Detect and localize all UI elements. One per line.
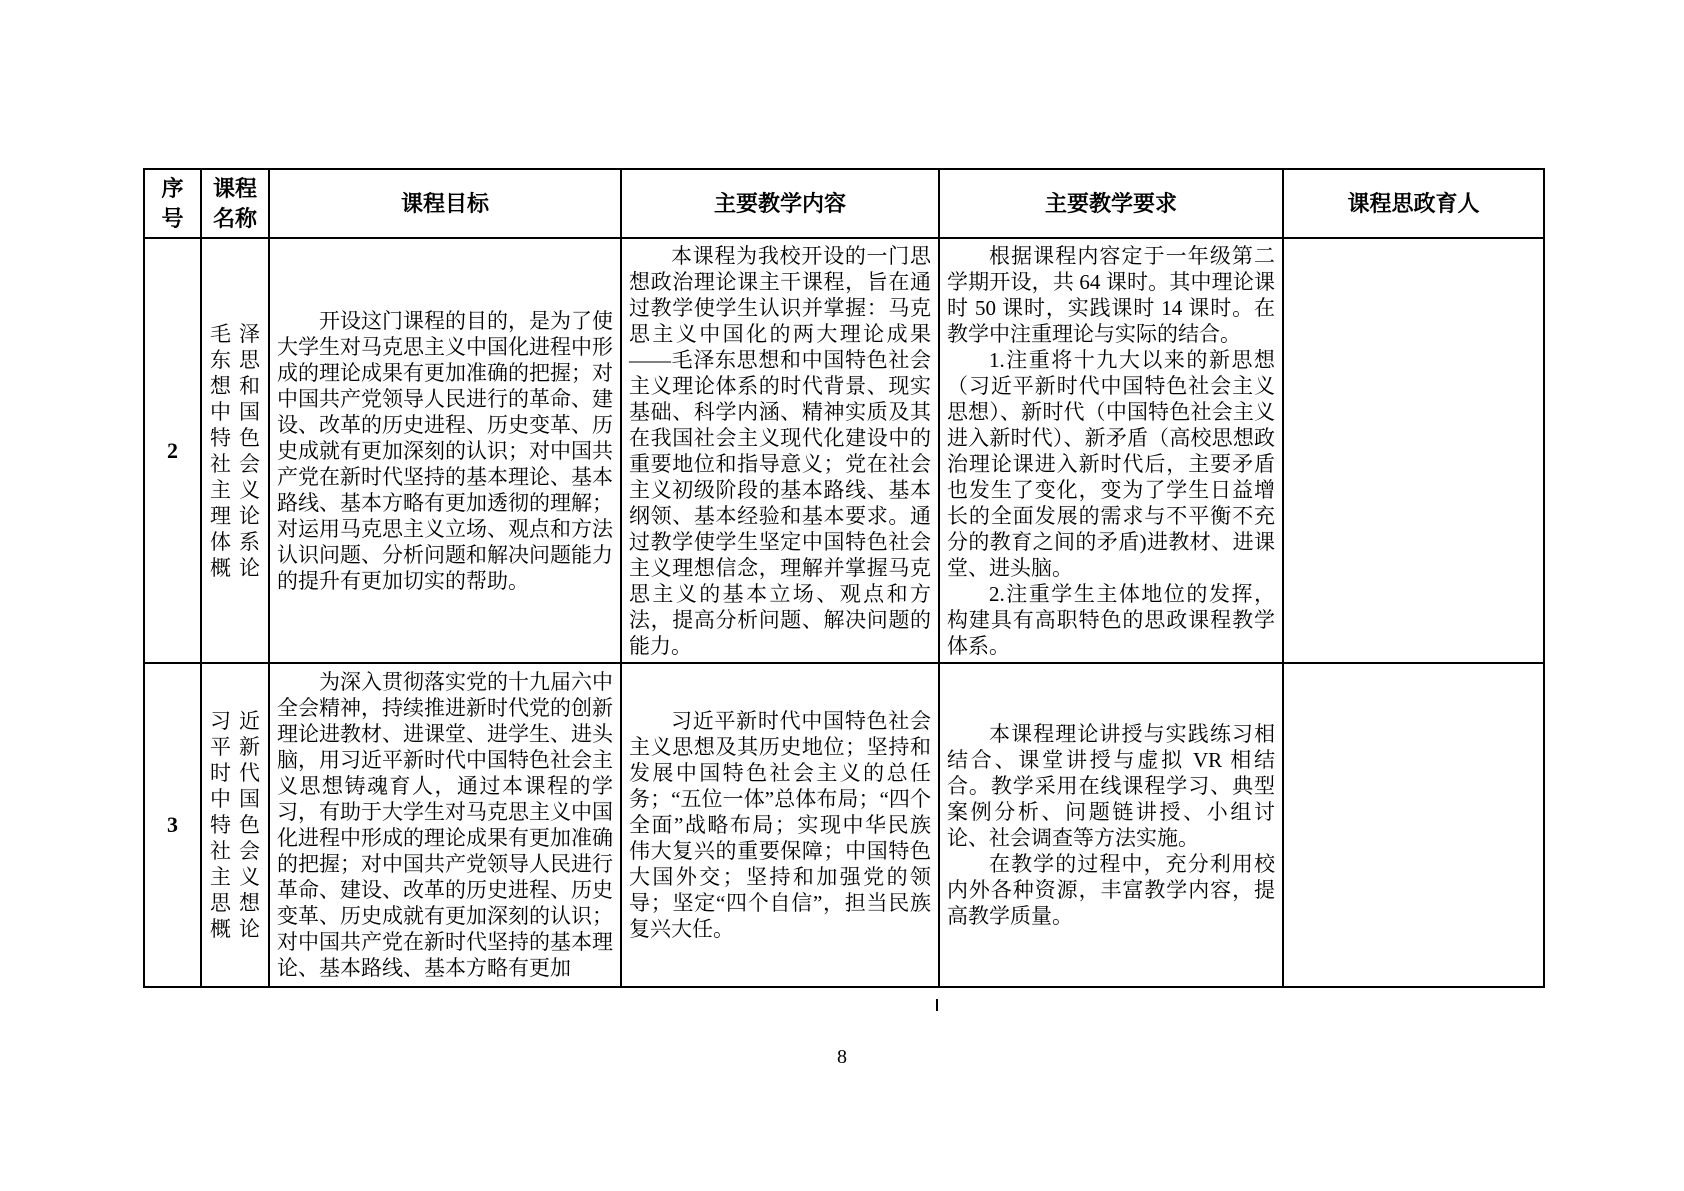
cell-requirements [939,663,1283,987]
cell-course-name [201,663,269,987]
cell-index [144,663,201,987]
paragraph: 1.注重将十九大以来的新思想（习近平新时代中国特色社会主义思想）、新时代（中国特色社会主义进入新时代）、新矛盾（高校思想政治理论课进入新时代后，主要矛盾也发生了变化，变为了学生日益增长的全面发展的需求与不平衡不充分的教育之间的矛盾)进教材、进课堂、进头脑。 [947,347,1275,580]
course-name-line: 体 系 [210,529,260,554]
header-ideological [1283,169,1544,238]
course-name [209,708,261,942]
course-name-line: 概 论 [210,555,260,580]
course-name-line: 中 国 [210,399,260,424]
course-name-line: 社 会 [210,839,260,863]
header-requirements-label: 主要教学要求 [1044,190,1177,216]
cell-course-name [201,238,269,663]
row-index: 3 [167,812,178,837]
paragraph: 本课程理论讲授与实践练习相结合、课堂讲授与虚拟 VR 相结合。教学采用在线课程学习、典型案例分析、问题链讲授、小组讨论、社会调查等方法实施。 [947,722,1275,850]
header-content-label: 主要教学内容 [713,190,846,216]
header-objectives [269,169,621,238]
course-name-line: 时 代 [210,761,260,785]
header-course-name [201,169,269,238]
course-name-line: 东 思 [210,347,260,372]
cell-content [621,663,939,987]
header-index-label: 序号 [161,175,184,231]
paragraph: 根据课程内容定于一年级第二学期开设，共 64 课时。其中理论课时 50 课时，实践课时 14 课时。在教学中注重理论与实际的结合。 [947,243,1275,346]
course-name-line: 主 义 [210,865,260,889]
header-objectives-label: 课程目标 [400,190,489,216]
cell-objectives [269,663,621,987]
course-name [209,321,261,581]
course-name-line: 概 论 [210,917,260,941]
cell-index [144,238,201,663]
course-name-line: 社 会 [210,451,260,476]
course-name-line: 平 新 [210,735,260,759]
course-table [143,168,1545,988]
course-name-line: 中 国 [210,787,260,811]
course-name-line: 主 义 [210,477,260,502]
course-name-line: 想 和 [210,373,260,398]
header-requirements [939,169,1283,238]
header-row [144,169,1544,238]
course-name-line: 特 色 [210,813,260,837]
paragraph: 本课程为我校开设的一门思想政治理论课主干课程，旨在通过教学使学生认识并掌握：马克思主义中国化的两大理论成果——毛泽东思想和中国特色社会主义理论体系的时代背景、现实基础、科学内涵、精神实质及其在我国社会主义现代化建设中的重要地位和指导意义；党在社会主义初级阶段的基本路线、基本纲领、基本经验和基本要求。通过教学使学生坚定中国特色社会主义理想信念，理解并掌握马克思主义的基本立场、观点和方法，提高分析问题、解决问题的能力。 [629,243,931,658]
header-course-name-label: 课程名称 [212,175,257,231]
paragraph: 2.注重学生主体地位的发挥，构建具有高职特色的思政课程教学体系。 [947,581,1275,658]
course-name-line: 理 论 [210,503,260,528]
cell-requirements [939,238,1283,663]
header-ideological-label: 课程思政育人 [1347,190,1480,216]
paragraph: 为深入贯彻落实党的十九届六中全会精神，持续推进新时代党的创新理论进教材、进课堂、进学生、进头脑，用习近平新时代中国特色社会主义思想铸魂育人，通过本课程的学习，有助于大学生对马克思主义中国化进程中形成的理论成果有更加准确的把握；对中国共产党领导人民进行革命、建设、改革的历史进程、历史变革、历史成就有更加深刻的认识；对中国共产党在新时代坚持的基本理论、基本路线、基本方略有更加 [277,670,613,980]
table-row [144,238,1544,663]
page-number: 8 [837,1046,847,1068]
paragraph: 在教学的过程中，充分利用校内外各种资源，丰富教学内容，提高教学质量。 [947,852,1275,928]
paragraph: 习近平新时代中国特色社会主义思想及其历史地位；坚持和发展中国特色社会主义的总任务；“五位一体”总体布局；“四个全面”战略布局；实现中华民族伟大复兴的重要保障；中国特色大国外交；坚持和加强党的领导；坚定“四个自信”，担当民族复兴大任。 [629,709,931,941]
course-name-line: 特 色 [210,425,260,450]
cell-content [621,238,939,663]
course-name-line: 习 近 [210,709,260,733]
table-continuation-mark [936,999,938,1011]
row-index: 2 [167,437,178,463]
cell-ideological [1283,238,1544,663]
table-row [144,663,1544,987]
cell-ideological [1283,663,1544,987]
course-name-line: 毛 泽 [210,321,260,346]
header-content [621,169,939,238]
header-index [144,169,201,238]
course-name-line: 思 想 [210,891,260,915]
paragraph: 开设这门课程的目的，是为了使大学生对马克思主义中国化进程中形成的理论成果有更加准确的把握；对中国共产党领导人民进行的革命、建设、改革的历史进程、历史变革、历史成就有更加深刻的认识；对中国共产党在新时代坚持的基本理论、基本路线、基本方略有更加透彻的理解；对运用马克思主义立场、观点和方法认识问题、分析问题和解决问题能力的提升有更加切实的帮助。 [277,308,613,593]
cell-objectives [269,238,621,663]
